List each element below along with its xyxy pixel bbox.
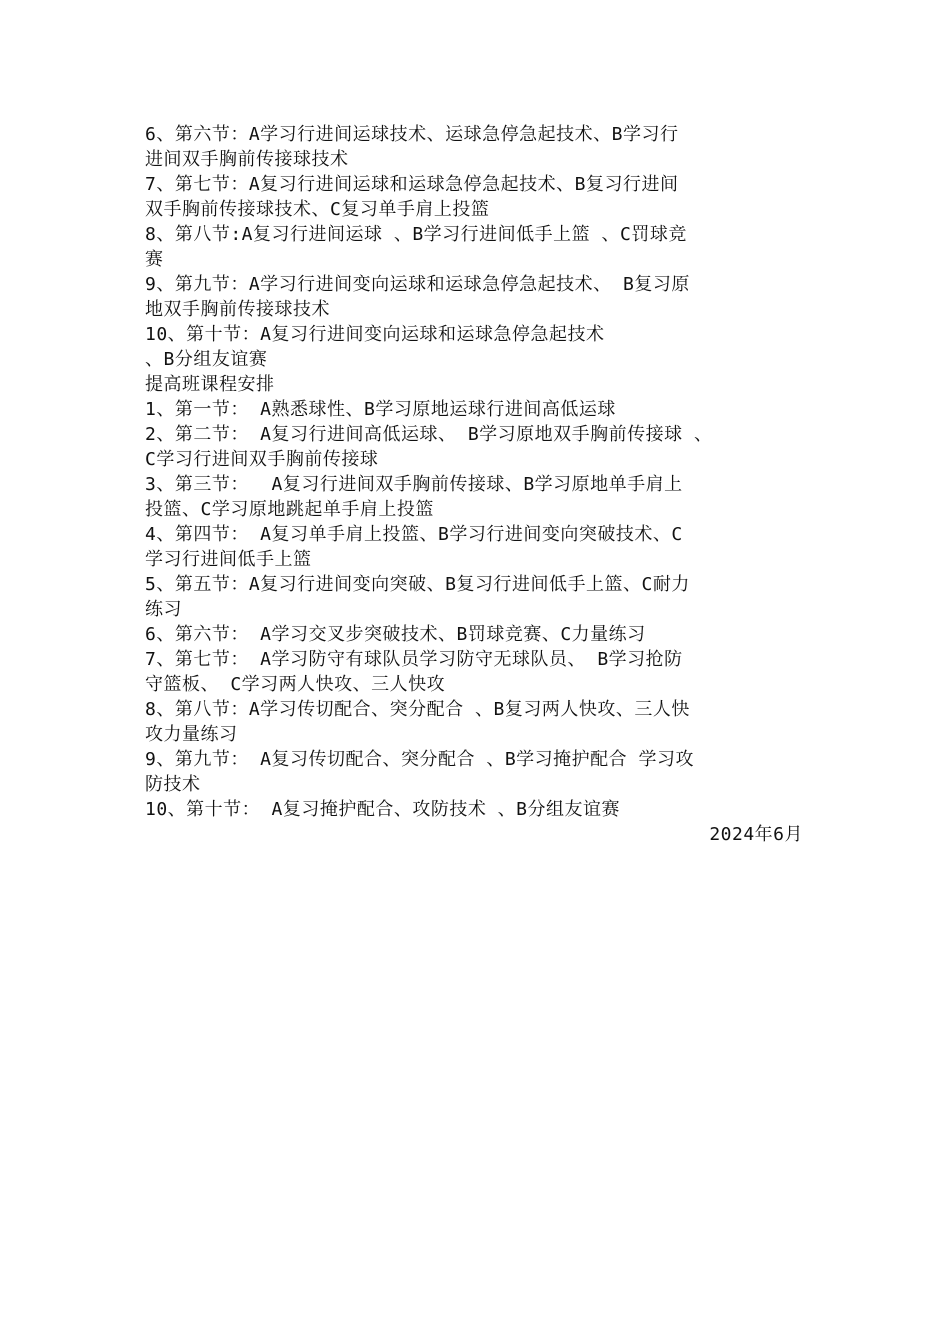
text-line: 、B分组友谊赛 [145, 349, 268, 370]
text-line: 学习行进间低手上篮 [145, 549, 312, 570]
text-line: 9、第九节：A学习行进间变向运球和运球急停急起技术、 B复习原 [145, 274, 690, 295]
text-line: 练习 [145, 599, 182, 620]
text-line: 攻力量练习 [145, 724, 238, 745]
text-line: 5、第五节：A复习行进间变向突破、B复习行进间低手上篮、C耐力 [145, 574, 690, 595]
text-line: 10、第十节： A复习掩护配合、攻防技术 、B分组友谊赛 [145, 799, 621, 820]
text-line: 双手胸前传接球技术、C复习单手肩上投篮 [145, 199, 490, 220]
text-line: 8、第八节:A复习行进间运球 、B学习行进间低手上篮 、C罚球竞 [145, 224, 687, 245]
text-line: 赛 [145, 249, 164, 270]
text-line: C学习行进间双手胸前传接球 [145, 449, 379, 470]
text-line: 守篮板、 C学习两人快攻、三人快攻 [145, 674, 446, 695]
text-line: 2、第二节： A复习行进间高低运球、 B学习原地双手胸前传接球 、 [145, 424, 713, 445]
section-heading: 提高班课程安排 [145, 374, 275, 395]
text-line: 7、第七节：A复习行进间运球和运球急停急起技术、B复习行进间 [145, 174, 679, 195]
text-line: 9、第九节： A复习传切配合、突分配合 、B学习掩护配合 学习攻 [145, 749, 695, 770]
document-body [145, 122, 825, 847]
document-date: 2024年6月 [709, 824, 803, 845]
text-line: 防技术 [145, 774, 201, 795]
text-line: 地双手胸前传接球技术 [145, 299, 330, 320]
text-line: 7、第七节： A学习防守有球队员学习防守无球队员、 B学习抢防 [145, 649, 683, 670]
text-line: 进间双手胸前传接球技术 [145, 149, 349, 170]
text-line: 3、第三节： A复习行进间双手胸前传接球、B学习原地单手肩上 [145, 474, 683, 495]
text-line: 8、第八节：A学习传切配合、突分配合 、B复习两人快攻、三人快 [145, 699, 690, 720]
text-line: 投篮、C学习原地跳起单手肩上投篮 [145, 499, 434, 520]
text-line: 1、第一节： A熟悉球性、B学习原地运球行进间高低运球 [145, 399, 616, 420]
text-line: 6、第六节：A学习行进间运球技术、运球急停急起技术、B学习行 [145, 124, 679, 145]
text-line: 10、第十节：A复习行进间变向运球和运球急停急起技术 [145, 324, 605, 345]
text-line: 4、第四节： A复习单手肩上投篮、B学习行进间变向突破技术、C [145, 524, 683, 545]
text-line: 6、第六节： A学习交叉步突破技术、B罚球竞赛、C力量练习 [145, 624, 646, 645]
